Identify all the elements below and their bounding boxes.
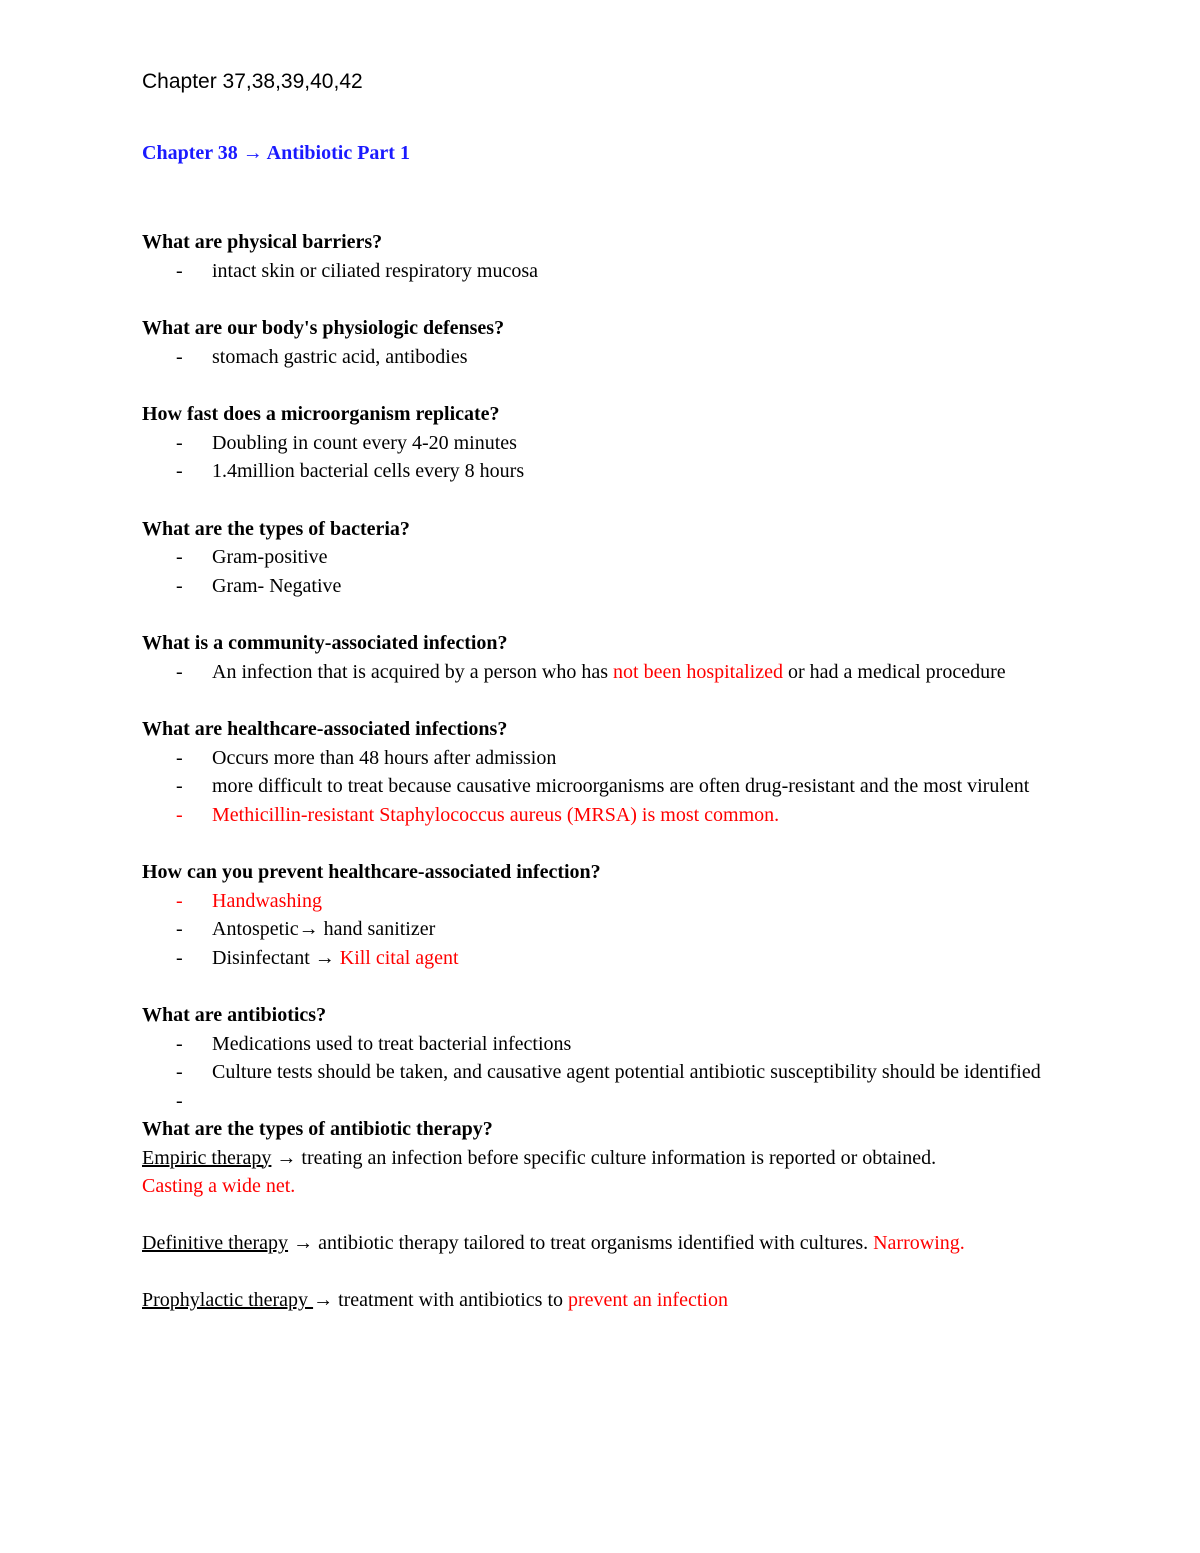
bullet-dash: -	[176, 574, 183, 597]
prophylactic-therapy-entry: Prophylactic therapy → treatment with antibiotics to prevent an infection	[142, 1289, 728, 1311]
answer-list	[142, 744, 1042, 830]
bullet-dash: -	[176, 660, 183, 683]
answer-list	[142, 1030, 1042, 1116]
bullet-dash: -	[176, 259, 183, 282]
answer-list	[142, 543, 1042, 600]
bullet-dash: -	[176, 746, 183, 769]
document-title: Chapter 37,38,39,40,42	[142, 70, 363, 93]
answer-list	[142, 343, 1042, 372]
highlight-text: Narrowing.	[873, 1232, 965, 1254]
bullet-dash: -	[176, 1061, 183, 1083]
bullet-dash: -	[176, 345, 183, 368]
list-item: - intact skin or ciliated respiratory mucosa	[142, 257, 1042, 286]
list-item: - Medications used to treat bacterial infections	[142, 1030, 1042, 1059]
list-item: - Handwashing	[142, 887, 1042, 916]
question-heading: What are the types of antibiotic therapy?	[142, 1118, 493, 1140]
list-item: - Gram- Negative	[142, 572, 1042, 601]
answer-list	[142, 429, 1042, 486]
section-bacteria-types	[142, 515, 1042, 601]
list-item: - Doubling in count every 4-20 minutes	[142, 429, 1042, 458]
bullet-dash: -	[176, 946, 183, 969]
bullet-dash: -	[176, 889, 183, 912]
section-antibiotics	[142, 1001, 1042, 1115]
section-therapy-types	[142, 1115, 1042, 1315]
list-item: - more difficult to treat because causative microorganisms are often drug-resistant and the most virulent	[142, 772, 1042, 801]
term-empiric: Empiric therapy	[142, 1146, 272, 1169]
question-heading: What is a community-associated infection?	[142, 632, 508, 654]
bullet-dash: -	[176, 803, 183, 826]
highlight-text: prevent an infection	[568, 1289, 728, 1311]
question-heading: What are healthcare-associated infections?	[142, 718, 508, 740]
notes-body	[142, 228, 1042, 1344]
list-item	[142, 1087, 1042, 1116]
section-replication	[142, 400, 1042, 486]
empiric-therapy-entry: Empiric therapy → treating an infection before specific culture information is reported or obtained.	[142, 1146, 937, 1169]
section-physiologic-defenses	[142, 314, 1042, 371]
section-healthcare-infections	[142, 715, 1042, 829]
definitive-therapy-entry: Definitive therapy → antibiotic therapy tailored to treat organisms identified with cultures. Narrowing.	[142, 1232, 965, 1254]
bullet-dash: -	[176, 1032, 183, 1055]
term-definitive: Definitive therapy	[142, 1232, 289, 1254]
list-item: - stomach gastric acid, antibodies	[142, 343, 1042, 372]
bullet-dash: -	[176, 431, 183, 454]
question-heading: How can you prevent healthcare-associated infection?	[142, 861, 601, 883]
bullet-dash: -	[176, 1089, 183, 1112]
term-prophylactic: Prophylactic therapy	[142, 1289, 314, 1311]
section-prevent-infection	[142, 858, 1042, 972]
section-physical-barriers	[142, 228, 1042, 285]
question-heading: How fast does a microorganism replicate?	[142, 403, 500, 425]
list-item: - Antospetic→ hand sanitizer	[142, 915, 1042, 944]
list-item: - Methicillin-resistant Staphylococcus aureus (MRSA) is most common.	[142, 801, 1042, 830]
question-heading: What are physical barriers?	[142, 231, 383, 253]
question-heading: What are antibiotics?	[142, 1004, 327, 1026]
list-item: - An infection that is acquired by a person who has not been hospitalized or had a medical procedure	[142, 658, 1042, 687]
question-heading: What are our body's physiologic defenses?	[142, 317, 505, 339]
bullet-dash: -	[176, 546, 183, 568]
list-item: - 1.4million bacterial cells every 8 hours	[142, 457, 1042, 486]
bullet-dash: -	[176, 460, 183, 482]
section-community-infection	[142, 629, 1042, 686]
bullet-dash: -	[176, 775, 183, 797]
highlight-text: not been hospitalized	[613, 660, 783, 683]
answer-list	[142, 658, 1042, 687]
chapter-heading: Chapter 38 → Antibiotic Part 1	[142, 142, 410, 164]
list-item: - Gram-positive	[142, 543, 1042, 572]
question-heading: What are the types of bacteria?	[142, 517, 410, 540]
highlight-text: Casting a wide net.	[142, 1175, 296, 1197]
highlight-text: Kill cital agent	[339, 946, 459, 969]
list-item: - Occurs more than 48 hours after admission	[142, 744, 1042, 773]
answer-list	[142, 887, 1042, 973]
list-item: - Culture tests should be taken, and causative agent potential antibiotic susceptibility should be identified	[142, 1058, 1042, 1087]
answer-list	[142, 257, 1042, 286]
list-item: - Disinfectant → Kill cital agent	[142, 944, 1042, 973]
bullet-dash: -	[176, 918, 183, 940]
